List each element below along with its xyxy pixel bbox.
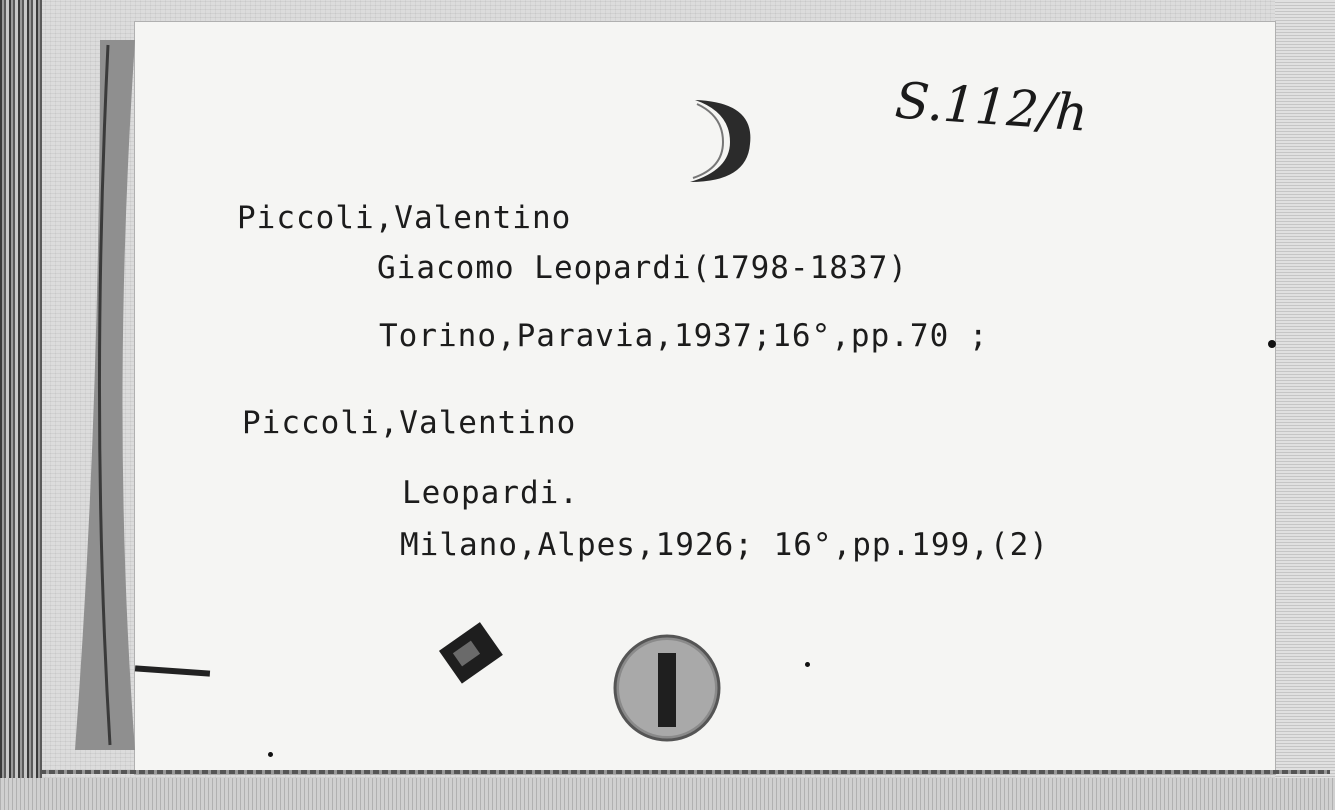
entry-1-author: Piccoli,Valentino	[237, 200, 572, 236]
scan-margin-right	[1275, 0, 1335, 810]
library-stamp-icon	[435, 610, 515, 690]
entry-1-title: Giacomo Leopardi(1798-1837)	[377, 250, 908, 286]
card-left-margin	[70, 35, 150, 795]
punch-dot	[268, 752, 273, 757]
entry-2-imprint: Milano,Alpes,1926; 16°,pp.199,(2)	[400, 527, 1049, 563]
crescent-stamp-icon	[675, 92, 765, 192]
shelfmark-handwritten: S.112/h	[893, 71, 1090, 143]
entry-2-title: Leopardi.	[402, 475, 579, 511]
punch-dot	[1268, 340, 1276, 348]
punch-dot	[805, 662, 810, 667]
round-seal-icon	[612, 633, 722, 743]
entry-2-author: Piccoli,Valentino	[242, 405, 577, 441]
card-bottom-edge	[40, 770, 1330, 774]
card-drawer-edge	[0, 0, 42, 810]
entry-1-imprint: Torino,Paravia,1937;16°,pp.70 ;	[379, 318, 989, 354]
scan-margin-bottom	[0, 778, 1335, 810]
